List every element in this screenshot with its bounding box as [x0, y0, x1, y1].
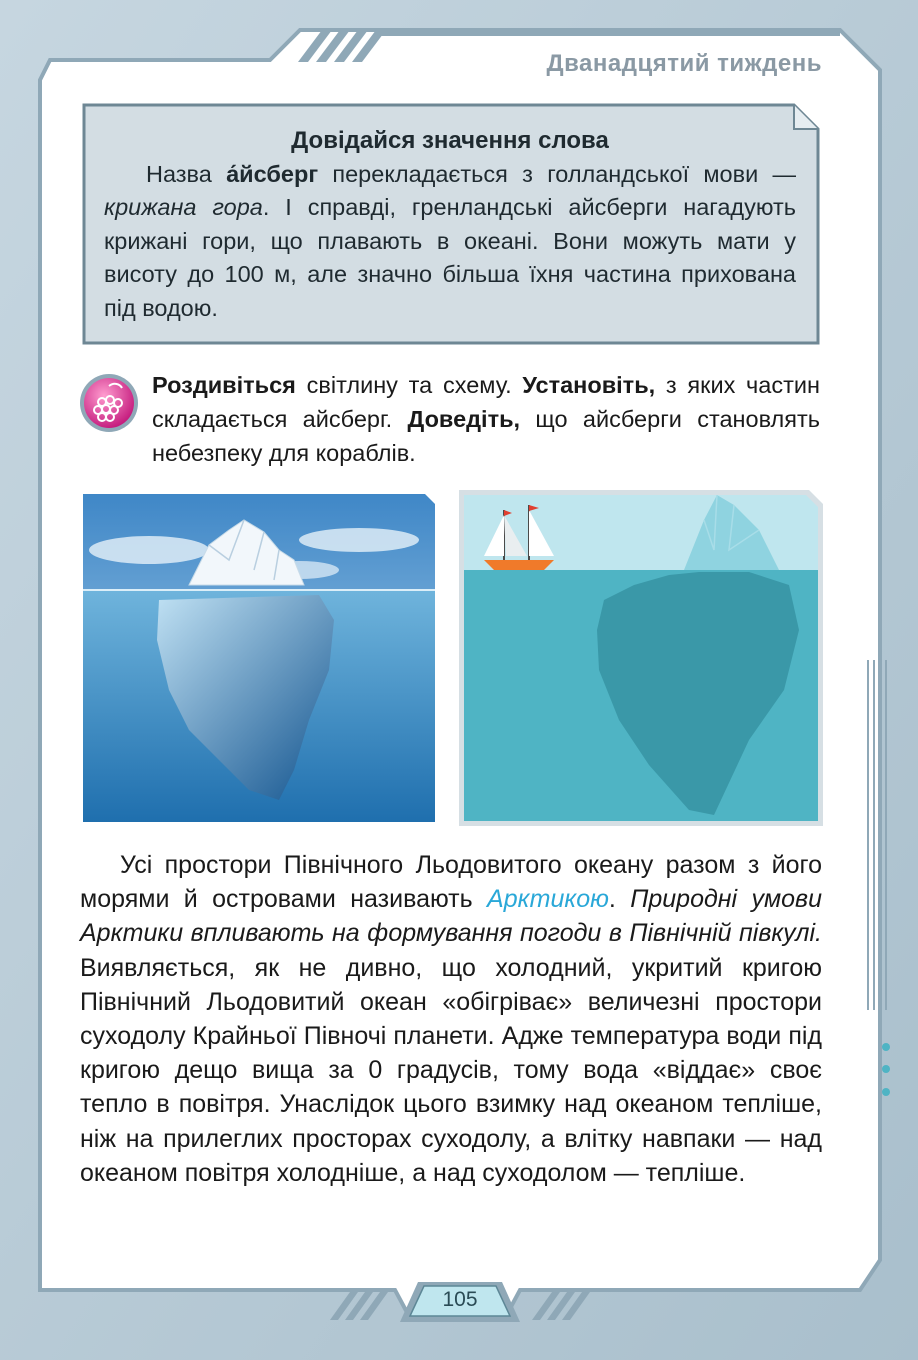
info-text-mid: перекладається з голландської мови —	[318, 160, 796, 187]
main-text-2: .	[608, 885, 631, 914]
info-box	[104, 124, 796, 325]
berries-task-icon	[78, 372, 140, 434]
main-text-3: Виявляється, як не дивно, що холодний, укритий кригою Північний Льодовитий океан «обігріває» величезні простори суходолу Крайньої Півночі планети. Адже температура води під кригою дещо вища за 0 градусів, тому вода «віддає» своє тепло в повітря. Унаслідок цього взимку над океаном тепліше, ніж на прилеглих просторах суходолу, а влітку навпаки — над океаном повітря холодніше, а над суходолом — тепліше.	[80, 953, 822, 1187]
task-instructions	[152, 368, 820, 470]
page-number: 105	[442, 1288, 478, 1311]
iceberg-scheme	[459, 490, 823, 826]
main-paragraph	[80, 848, 822, 1190]
task-text-3: що айсберги становлять небезпеку для кораблів.	[152, 406, 820, 466]
main-italic-sentence: Природні умови Арктики впливають на формування погоди в Північній півкулі.	[80, 885, 822, 948]
task-bold-1: Роздивіться	[152, 372, 296, 398]
main-text-1: Усі простори Північного Льодовитого океану разом з його морями й островами називають	[80, 851, 822, 914]
term-meaning: крижана гора	[104, 194, 263, 220]
info-text-start: Назва	[146, 160, 227, 187]
arctic-link[interactable]: Арктикою	[487, 885, 609, 914]
info-box-title: Довідайся значення слова	[291, 127, 609, 154]
week-title: Дванадцятий тиждень	[546, 50, 822, 77]
info-text-end: . І справді, гренландські айсберги нагадують крижані гори, що плавають в океані. Вони можуть мати у висоту до 100 м, але значно більша їхня частина прихована під водою.	[104, 194, 796, 321]
term-word: а́йсберг	[226, 160, 319, 187]
task-text-1: світлину та схему.	[295, 372, 523, 398]
info-box-paragraph	[104, 158, 796, 326]
task-text-2: з яких частин складається айсберг.	[152, 372, 820, 432]
task-bold-2: Установіть,	[522, 372, 656, 398]
iceberg-photo	[79, 490, 441, 826]
task-bold-3: Доведіть,	[407, 406, 521, 432]
